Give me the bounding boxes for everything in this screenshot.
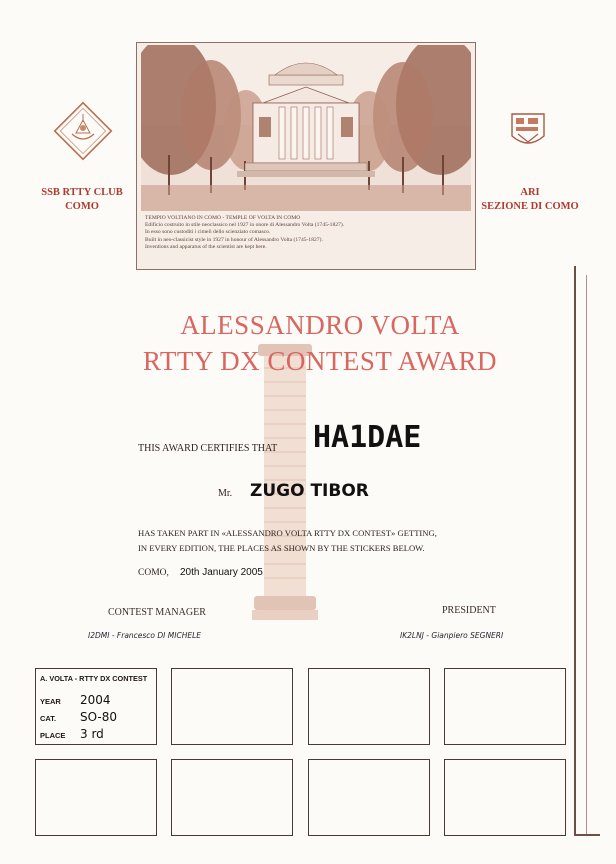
- sticker-title: A. VOLTA - RTTY DX CONTEST: [40, 674, 148, 683]
- page-edge-right-inner: [586, 275, 587, 835]
- sticker-cat-value: SO-80: [80, 710, 117, 724]
- sticker-box-empty: [35, 759, 157, 836]
- sticker-place-row: [40, 725, 104, 743]
- sticker-box-empty: [308, 759, 430, 836]
- club-emblem-icon: [52, 100, 114, 162]
- mr-label: Mr.: [218, 488, 233, 499]
- photo-caption: [145, 215, 467, 251]
- ari-emblem-icon: [508, 110, 548, 152]
- sticker-box-filled: [35, 668, 157, 745]
- award-body-text: [138, 526, 437, 556]
- caption-line: Inventions and apparatus of the scientist are kept here.: [145, 243, 267, 250]
- president-signature: IK2LNJ - Gianpiero SEGNERI: [400, 631, 504, 640]
- right-club-line2: SEZIONE DI COMO: [481, 201, 579, 212]
- temple-photo: [141, 45, 471, 211]
- president-label: PRESIDENT: [442, 605, 496, 616]
- place-label: COMO,: [138, 568, 169, 578]
- sticker-box-empty: [171, 668, 293, 745]
- sticker-box-empty: [444, 759, 566, 836]
- page-edge-bottom: [574, 834, 600, 836]
- temple-photo-frame: [136, 42, 476, 270]
- award-title-line2: RTTY DX CONTEST AWARD: [143, 346, 497, 376]
- sticker-year-value: 2004: [80, 693, 111, 707]
- callsign: HA1DAE: [313, 420, 422, 455]
- sticker-cat-row: [40, 708, 117, 726]
- caption-line: Built in neo-classicist style in 1927 in honour of Alessandro Volta (1745-1827).: [145, 236, 323, 243]
- contest-manager-label: CONTEST MANAGER: [108, 607, 206, 618]
- sticker-year-row: [40, 691, 111, 709]
- certify-label: THIS AWARD CERTIFIES THAT: [138, 443, 278, 454]
- award-title-line1: ALESSANDRO VOLTA: [180, 310, 460, 340]
- right-club-line1: ARI: [520, 187, 540, 198]
- issue-date: 20th January 2005: [180, 567, 263, 578]
- left-club-name: [30, 186, 134, 214]
- sticker-box-empty: [444, 668, 566, 745]
- right-club-name: [470, 186, 590, 214]
- sticker-cat-label: CAT.: [40, 714, 57, 723]
- sticker-box-empty: [308, 668, 430, 745]
- sticker-year-label: YEAR: [40, 697, 61, 706]
- page-edge-right: [574, 266, 576, 836]
- left-club-line1: SSB RTTY CLUB: [41, 187, 123, 198]
- sticker-place-label: PLACE: [40, 731, 66, 740]
- caption-line: TEMPIO VOLTIANO IN COMO - TEMPLE OF VOLTA IN COMO: [145, 215, 301, 221]
- recipient-name: ZUGO TIBOR: [250, 481, 369, 501]
- sticker-place-value: 3 rd: [80, 727, 104, 741]
- contest-manager-signature: I2DMI - Francesco DI MICHELE: [88, 631, 201, 640]
- caption-line: In esso sono custoditi i cimeli dello scienziato comasco.: [145, 229, 271, 236]
- left-club-line2: COMO: [65, 201, 99, 212]
- body-line: IN EVERY EDITION, THE PLACES AS SHOWN BY THE STICKERS BELOW.: [138, 543, 425, 553]
- body-line: HAS TAKEN PART IN «ALESSANDRO VOLTA RTTY DX CONTEST» GETTING,: [138, 528, 437, 538]
- sticker-box-empty: [171, 759, 293, 836]
- caption-line: Edificio costruito in stile neoclassico nel 1927 in onore di Alessandro Volta (1745-1827).: [145, 222, 345, 229]
